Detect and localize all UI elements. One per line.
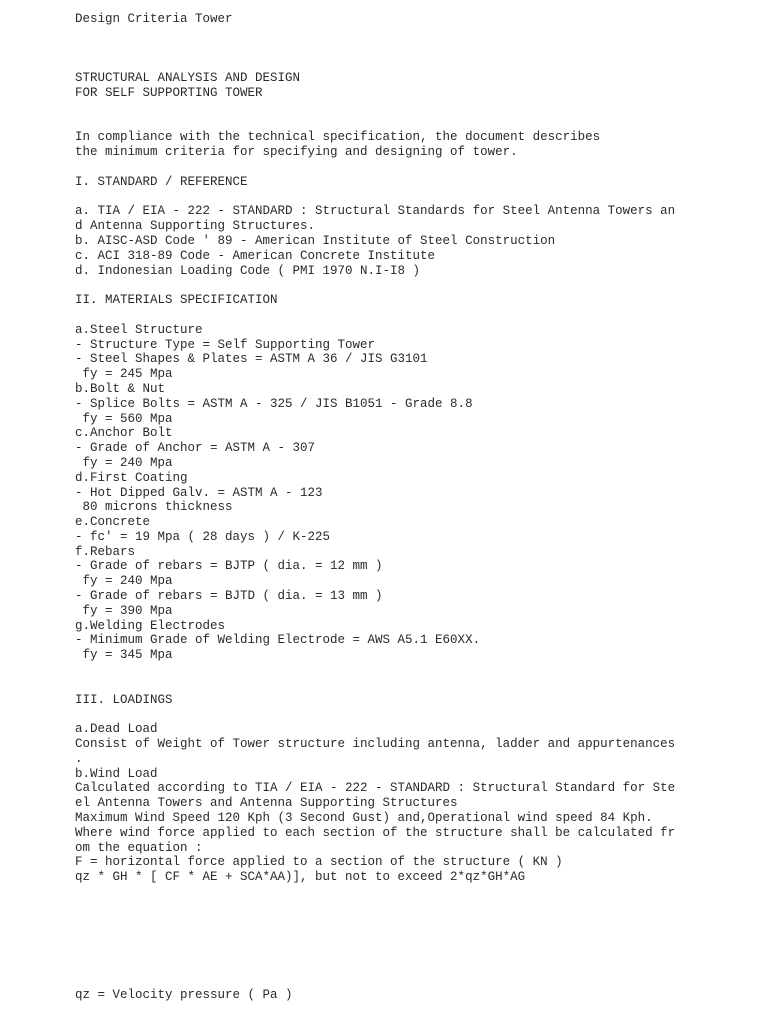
text-line: fy = 240 Mpa: [75, 574, 173, 589]
text-line: fy = 245 Mpa: [75, 367, 173, 382]
text-line: fy = 560 Mpa: [75, 411, 173, 426]
text-line: g.Welding Electrodes: [75, 618, 226, 633]
text-line: fy = 390 Mpa: [75, 603, 173, 618]
text-line: a.Steel Structure: [75, 322, 203, 337]
spacer: [75, 885, 755, 973]
section-heading-standard: I. STANDARD / REFERENCE: [75, 174, 248, 189]
spacer: [75, 56, 755, 71]
spacer: [75, 973, 755, 988]
text-line: c. ACI 318-89 Code - American Concrete Institute: [75, 248, 436, 263]
text-line: b.Bolt & Nut: [75, 381, 166, 396]
text-line: Consist of Weight of Tower structure including antenna, ladder and appurtenances: [75, 737, 676, 752]
text-line: - Structure Type = Self Supporting Tower: [75, 337, 376, 352]
text-line: a.Dead Load: [75, 722, 158, 737]
title-line-1: STRUCTURAL ANALYSIS AND DESIGN: [75, 71, 301, 86]
text-line: fy = 240 Mpa: [75, 455, 173, 470]
section-heading-loadings: III. LOADINGS: [75, 692, 173, 707]
text-line: om the equation :: [75, 840, 203, 855]
section-heading-materials: II. MATERIALS SPECIFICATION: [75, 293, 278, 308]
spacer: [75, 663, 755, 693]
text-line: F = horizontal force applied to a section of the structure ( KN ): [75, 855, 563, 870]
text-line: - Grade of rebars = BJTD ( dia. = 13 mm ): [75, 589, 383, 604]
text-line: - Hot Dipped Galv. = ASTM A - 123: [75, 485, 323, 500]
spacer: [75, 27, 755, 57]
spacer: [75, 707, 755, 722]
text-line: .: [75, 751, 83, 766]
text-line: 80 microns thickness: [75, 500, 233, 515]
text-line: - Minimum Grade of Welding Electrode = AWS A5.1 E60XX.: [75, 633, 481, 648]
spacer: [75, 190, 755, 205]
section-loadings-body: [75, 722, 755, 885]
title-line-2: FOR SELF SUPPORTING TOWER: [75, 85, 263, 100]
spacer: [75, 101, 755, 131]
text-line: - Grade of Anchor = ASTM A - 307: [75, 441, 316, 456]
text-line: - fc' = 19 Mpa ( 28 days ) / K-225: [75, 529, 331, 544]
document-header: Design Criteria Tower: [75, 12, 233, 26]
spacer: [75, 308, 755, 323]
text-line: - Grade of rebars = BJTP ( dia. = 12 mm ): [75, 559, 383, 574]
text-line: d Antenna Supporting Structures.: [75, 219, 316, 234]
text-line: el Antenna Towers and Antenna Supporting Structures: [75, 796, 458, 811]
text-line: b.Wind Load: [75, 766, 158, 781]
text-line: qz * GH * [ CF * AE + SCA*AA)], but not to exceed 2*qz*GH*AG: [75, 870, 526, 885]
text-line: a. TIA / EIA - 222 - STANDARD : Structural Standards for Steel Antenna Towers an: [75, 204, 676, 219]
section-standard-body: [75, 204, 755, 278]
velocity-pressure-line: qz = Velocity pressure ( Pa ): [75, 987, 293, 1002]
spacer: [75, 278, 755, 293]
text-line: - Steel Shapes & Plates = ASTM A 36 / JIS G3101: [75, 352, 428, 367]
text-line: f.Rebars: [75, 544, 136, 559]
document-page: [75, 12, 755, 1003]
text-line: fy = 345 Mpa: [75, 648, 173, 663]
text-line: Maximum Wind Speed 120 Kph (3 Second Gust) and,Operational wind speed 84 Kph.: [75, 811, 653, 826]
text-line: - Splice Bolts = ASTM A - 325 / JIS B1051 - Grade 8.8: [75, 396, 473, 411]
text-line: Calculated according to TIA / EIA - 222 - STANDARD : Structural Standard for Ste: [75, 781, 676, 796]
intro-line-1: In compliance with the technical specification, the document describes: [75, 130, 601, 145]
text-line: b. AISC-ASD Code ' 89 - American Institute of Steel Construction: [75, 233, 556, 248]
text-line: d.First Coating: [75, 470, 188, 485]
text-line: Where wind force applied to each section of the structure shall be calculated fr: [75, 825, 676, 840]
text-line: d. Indonesian Loading Code ( PMI 1970 N.I-I8 ): [75, 263, 421, 278]
spacer: [75, 160, 755, 175]
section-materials-body: [75, 323, 755, 663]
text-line: c.Anchor Bolt: [75, 426, 173, 441]
text-line: e.Concrete: [75, 515, 151, 530]
intro-line-2: the minimum criteria for specifying and designing of tower.: [75, 145, 518, 160]
